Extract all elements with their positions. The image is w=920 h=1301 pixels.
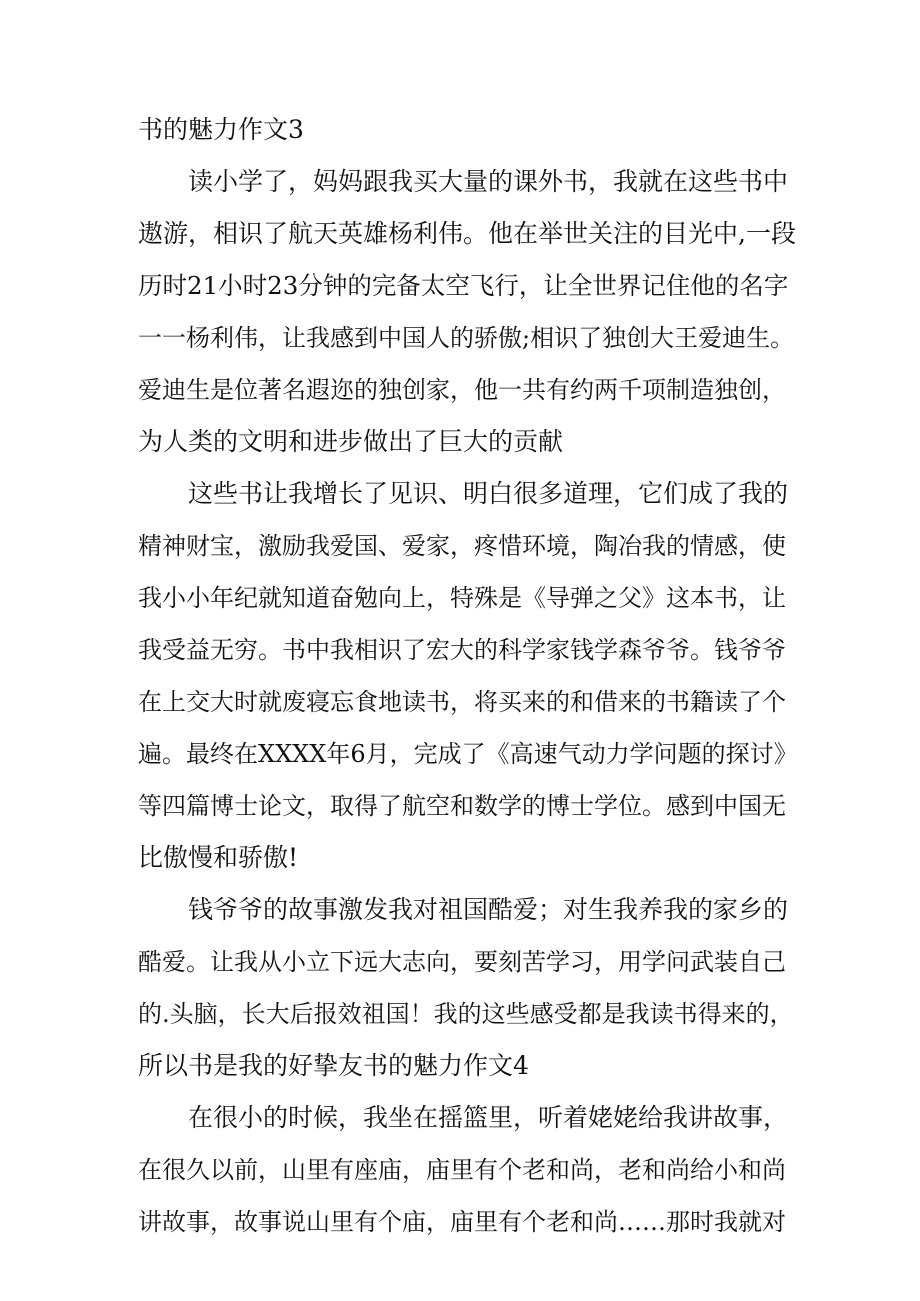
paragraph-line: 为人类的文明和进步做出了巨大的贡献 (138, 427, 564, 456)
paragraph-line: 的.头脑，长大后报效祖国！我的这些感受都是我读书得来的， (138, 1000, 794, 1028)
paragraph-line: 我受益无穷。书中我相识了宏大的科学家钱学森爷爷。钱爷爷 (138, 636, 786, 664)
paragraph-line: 一一杨利伟，让我感到中国人的骄傲;相识了独创大王爱迪生。 (138, 324, 795, 352)
paragraph-line: 遍。最终在XXXX年6月，完成了《高速气动力学问题的探讨》 (138, 740, 798, 768)
paragraph-line: 所以书是我的好挚友书的魅力作文4 (138, 1051, 529, 1080)
paragraph-line: 在很久以前，山里有座庙，庙里有个老和尚，老和尚给小和尚 (138, 1156, 786, 1184)
paragraph-line: 爱迪生是位著名遐迩的独创家，他一共有约两千项制造独创， (138, 376, 786, 404)
paragraph-line: 这些书让我增长了见识、明白很多道理，它们成了我的 (188, 479, 789, 508)
heading-essay-3: 书的魅力作文3 (138, 115, 304, 144)
paragraph-line: 钱爷爷的故事激发我对祖国酷爱；对生我养我的家乡的 (188, 895, 789, 924)
paragraph-line: 历时21小时23分钟的完备太空飞行，让全世界记住他的名字 (138, 271, 789, 300)
paragraph-line: 在上交大时就废寝忘食地读书，将买来的和借来的书籍读了个 (138, 688, 786, 716)
paragraph-line: 讲故事，故事说山里有个庙，庙里有个老和尚……那时我就对 (138, 1208, 786, 1236)
paragraph-line: 读小学了，妈妈跟我买大量的课外书，我就在这些书中 (188, 167, 789, 196)
paragraph-line: 遨游，相识了航天英雄杨利伟。他在举世关注的目光中,一段 (138, 219, 796, 248)
paragraph-line: 精神财宝，激励我爱国、爱家，疼惜环境，陶冶我的情感，使 (138, 532, 786, 560)
paragraph-line: 酷爱。让我从小立下远大志向，要刻苦学习，用学问武装自己 (138, 948, 786, 976)
paragraph-line: 我小小年纪就知道奋勉向上，特殊是《导弹之父》这本书，让 (138, 584, 786, 612)
paragraph-line: 等四篇博士论文，取得了航空和数学的博士学位。感到中国无 (138, 792, 786, 820)
paragraph-line: 在很小的时候，我坐在摇篮里，听着姥姥给我讲故事， (188, 1103, 789, 1132)
paragraph-line: 比傲慢和骄傲! (138, 843, 299, 872)
